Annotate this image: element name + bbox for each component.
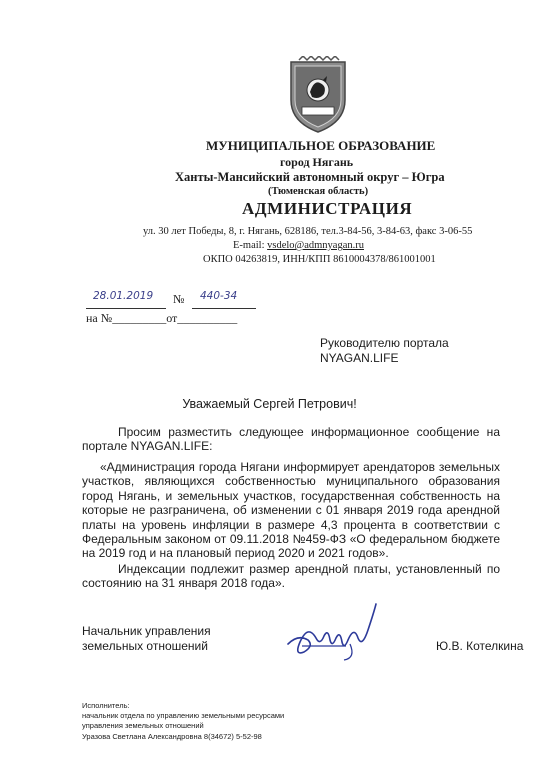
administration-title: АДМИНИСТРАЦИЯ bbox=[242, 199, 413, 218]
greeting: Уважаемый Сергей Петрович! bbox=[182, 397, 357, 411]
executor-label: Исполнитель: bbox=[82, 701, 130, 710]
outgoing-number: 440-34 bbox=[200, 290, 238, 302]
oblast-name: (Тюменская область) bbox=[268, 186, 369, 197]
executor-position: начальник отдела по управлению земельными ресурсами bbox=[82, 711, 285, 721]
org-codes: ОКПО 04263819, ИНН/КПП 8610004378/861001001 bbox=[203, 254, 436, 265]
org-type: МУНИЦИПАЛЬНОЕ ОБРАЗОВАНИЕ bbox=[206, 138, 436, 153]
outgoing-date: 28.01.2019 bbox=[93, 290, 154, 302]
number-label: № bbox=[173, 292, 185, 306]
recipient-position: Руководителю портала bbox=[320, 336, 449, 350]
signatory-title bbox=[82, 624, 211, 654]
email-link[interactable]: vsdelo@admnyagan.ru bbox=[267, 240, 364, 251]
recipient-portal: NYAGAN.LIFE bbox=[320, 351, 399, 365]
executor-department: управления земельных отношений bbox=[82, 721, 204, 731]
signatory-name: Ю.В. Котелкина bbox=[436, 639, 524, 653]
signatory-title-line-2: земельных отношений bbox=[82, 639, 208, 653]
reference-line: на №_________от__________ bbox=[86, 311, 238, 325]
executor-block bbox=[82, 701, 284, 742]
body-paragraph-2: «Администрация города Нягани информирует арендаторов земельных участков, являющихся собственностью муниципального образования город Нягань, и земельных участков, государственная собственность на которые не разграничена, об изменении с 01 января 2019 года арендной платы на уровень инфляции в размере 4,3 процента в соответствии с Федеральным законом от 09.11.2018 №459-ФЗ «О федеральном бюджете на 2019 год и на плановый период 2020 и 2021 годов». bbox=[82, 460, 500, 561]
signatory-title-line-1: Начальник управления bbox=[82, 624, 211, 638]
executor-contact: Уразова Светлана Александровна 8(34672) 5-52-98 bbox=[82, 731, 262, 741]
coat-of-arms-icon bbox=[283, 56, 353, 134]
city-name: город Нягань bbox=[280, 155, 354, 169]
body-paragraph-1: Просим разместить следующее информационное сообщение на портале NYAGAN.LIFE: bbox=[82, 425, 500, 454]
handwritten-signature bbox=[284, 600, 384, 662]
address-line: ул. 30 лет Победы, 8, г. Нягань, 628186, тел.3-84-56, 3-84-63, факс 3-06-55 bbox=[143, 226, 473, 237]
body-paragraph-3: Индексации подлежит размер арендной платы, установленный по состоянию на 31 января 2018 года». bbox=[82, 562, 500, 591]
email-label: E-mail: bbox=[233, 240, 268, 251]
region-name: Ханты-Мансийский автономный округ – Югра bbox=[175, 170, 445, 184]
email-line bbox=[233, 240, 364, 251]
